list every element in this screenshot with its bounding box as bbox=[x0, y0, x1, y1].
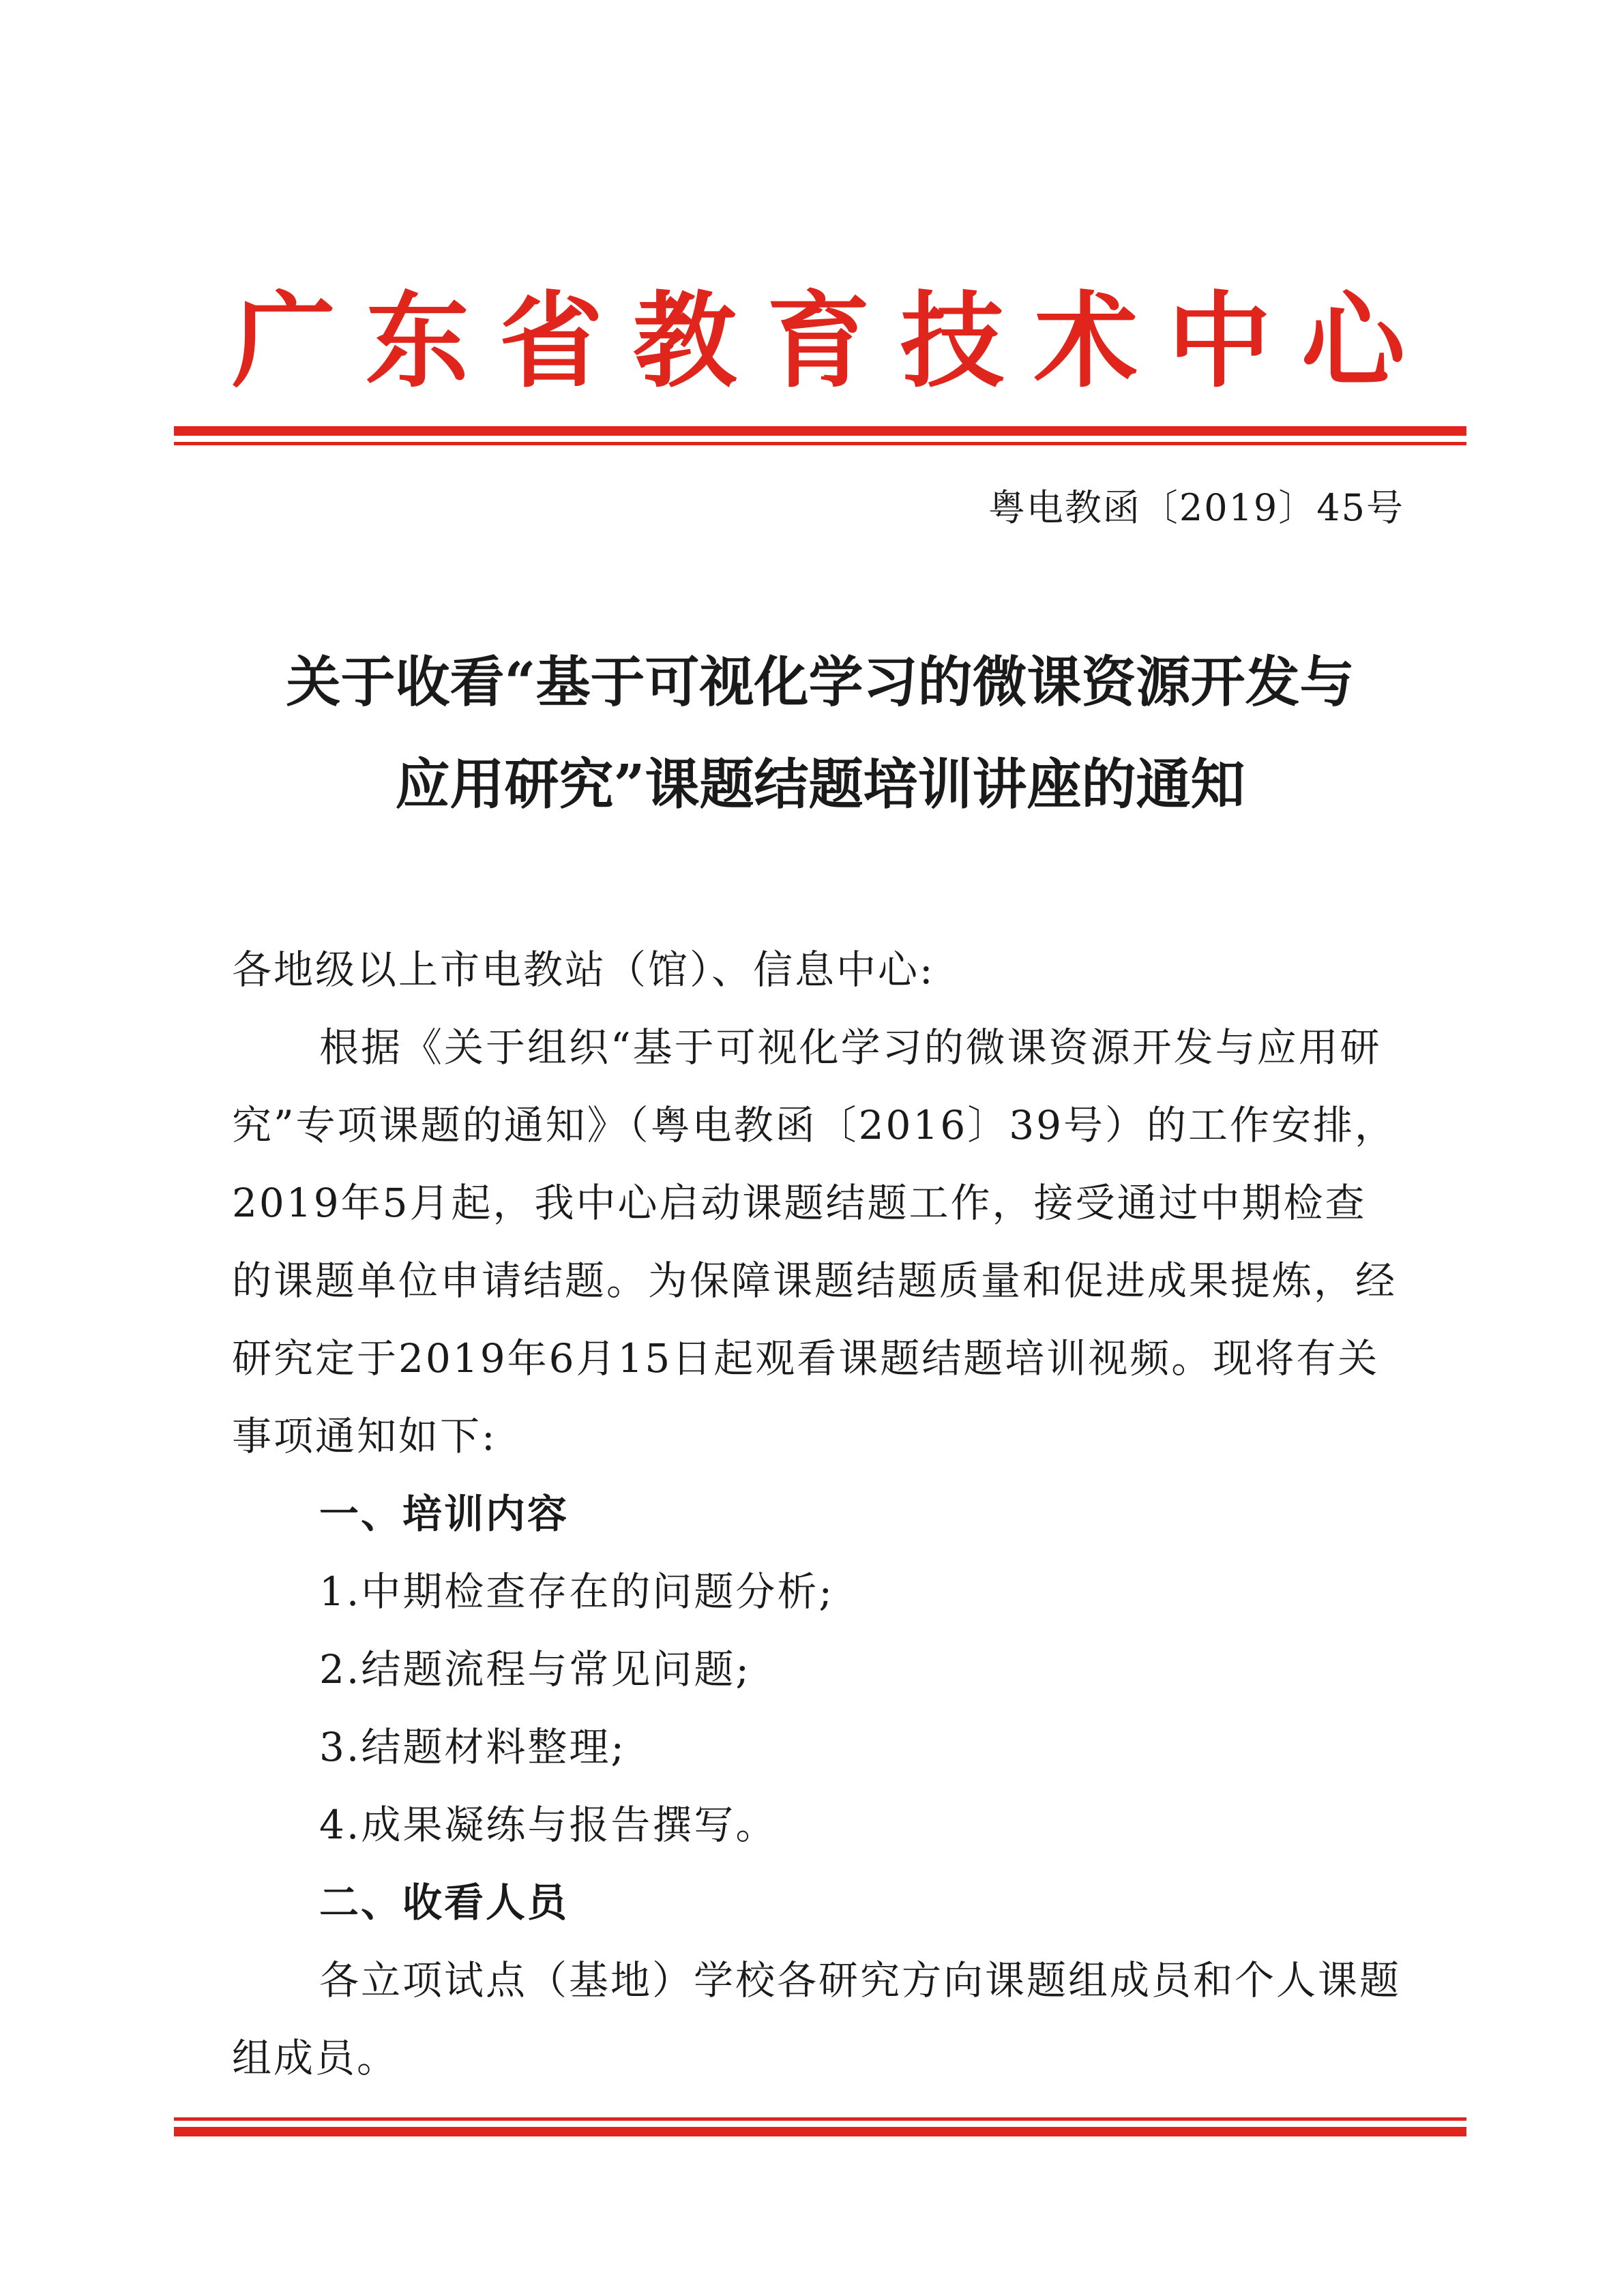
letterhead-char: 术 bbox=[1034, 280, 1138, 402]
list-item: 1.中期检查存在的问题分析; bbox=[319, 1568, 834, 1615]
letterhead-char: 技 bbox=[900, 280, 1004, 402]
section-heading-2: 二、收看人员 bbox=[319, 1879, 570, 1926]
title-line-1: 关于收看“基于可视化学习的微课资源开发与 bbox=[286, 650, 1355, 714]
footer-divider-thin bbox=[174, 2117, 1466, 2121]
section-heading-1: 一、培训内容 bbox=[319, 1491, 570, 1537]
intro-paragraph: 根据《关于组织“基于可视化学习的微课资源开发与应用研究”专项课题的通知》（粤电教函〔2016〕39号）的工作安排，2019年5月起，我中心启动课题结题工作，接受通过中期检查的课题单位申请结题。为保障课题结题质量和促进成果提炼，经研究定于2019年6月15日起观看课题结题培训视频。现将有关事项通知如下: bbox=[232, 1024, 1398, 1459]
header-divider-thick bbox=[174, 426, 1466, 436]
footer-divider-thick bbox=[174, 2127, 1466, 2136]
list-item: 3.结题材料整理; bbox=[319, 1724, 626, 1770]
document-number: 粤电教函〔2019〕45号 bbox=[988, 486, 1404, 529]
salutation: 各地级以上市电教站（馆）、信息中心: bbox=[232, 946, 935, 993]
letterhead bbox=[232, 273, 1405, 409]
letterhead-char: 育 bbox=[767, 280, 870, 402]
list-item: 4.成果凝练与报告撰写。 bbox=[319, 1802, 778, 1848]
letterhead-char: 广 bbox=[232, 280, 336, 402]
section-2-paragraph: 各立项试点（基地）学校各研究方向课题组成员和个人课题组成员。 bbox=[232, 1957, 1402, 2081]
letterhead-char: 东 bbox=[366, 280, 469, 402]
letterhead-char: 中 bbox=[1168, 280, 1271, 402]
letterhead-char: 教 bbox=[633, 280, 737, 402]
document-title bbox=[174, 631, 1466, 835]
list-item: 2.结题流程与常见问题; bbox=[319, 1646, 751, 1693]
document-body bbox=[232, 931, 1405, 2097]
header-divider-thin bbox=[174, 442, 1466, 445]
letterhead-char: 心 bbox=[1301, 280, 1405, 402]
title-line-2: 应用研究”课题结题培训讲座的通知 bbox=[395, 752, 1245, 816]
letterhead-char: 省 bbox=[499, 280, 603, 402]
